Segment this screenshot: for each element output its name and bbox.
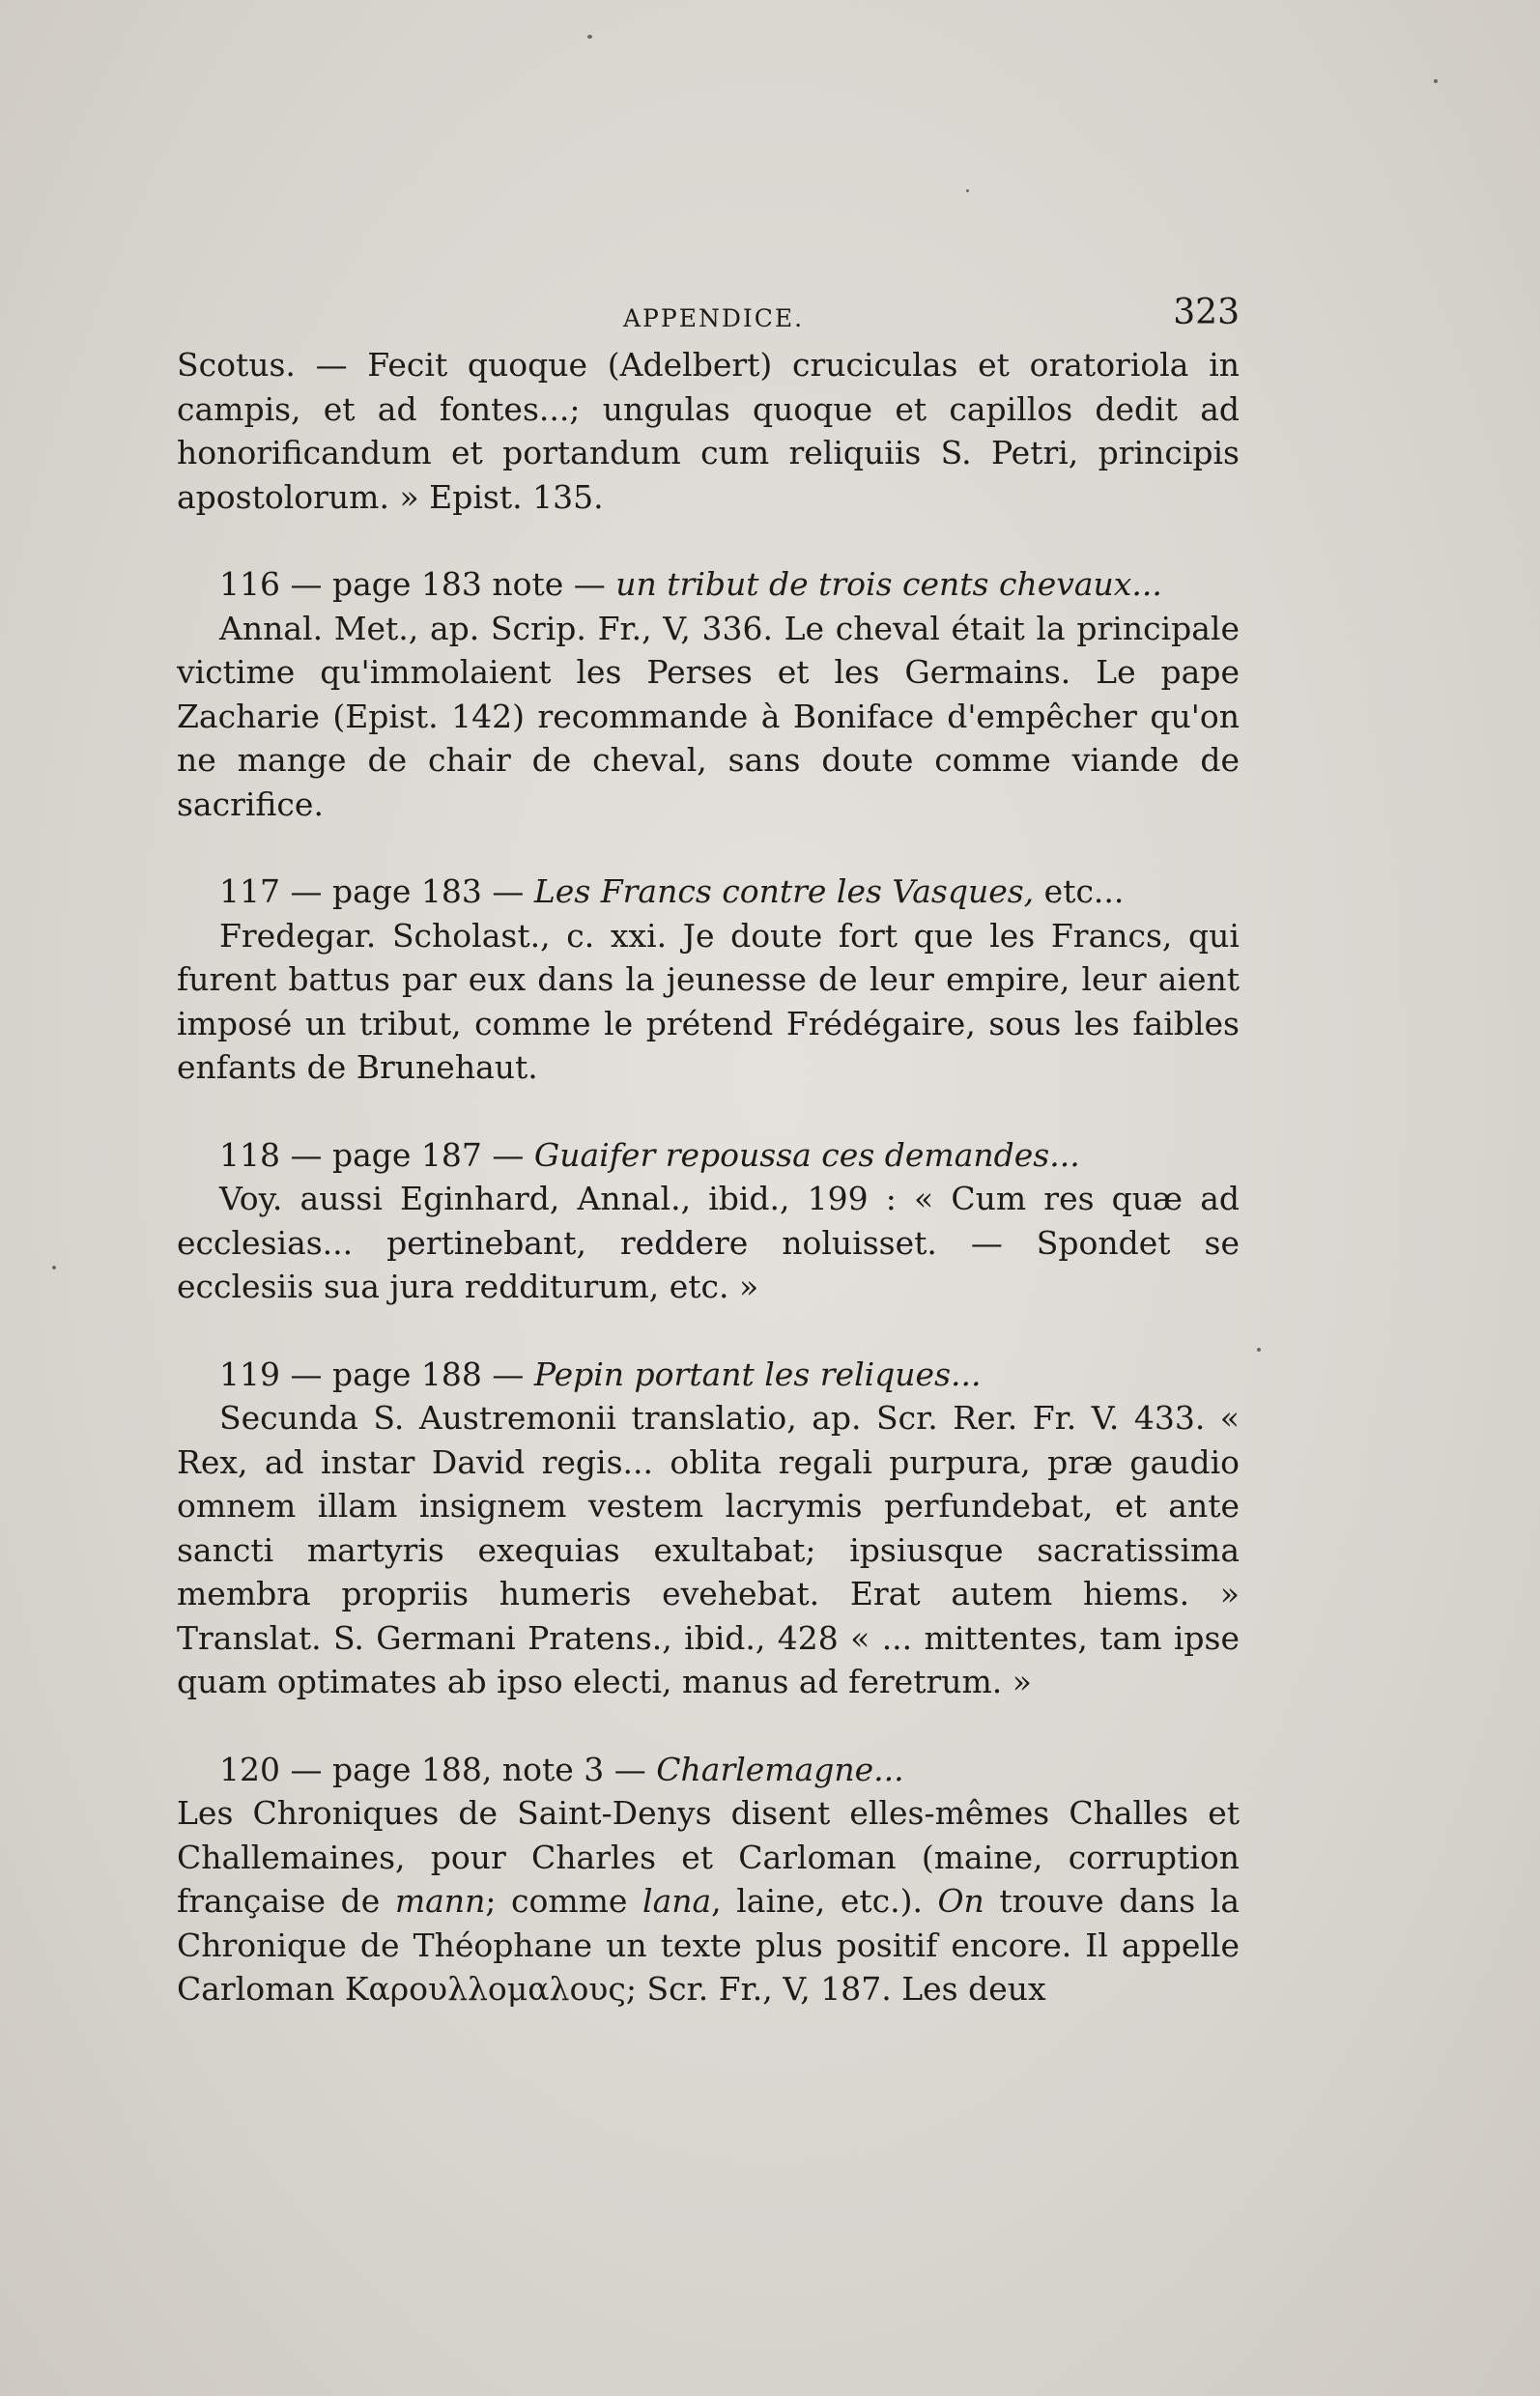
note-heading — [177, 562, 1240, 607]
note-116 — [177, 562, 1240, 826]
note-lemma-tail: etc... — [1034, 872, 1125, 910]
note-text: , laine, etc.). — [711, 1882, 938, 1920]
note-heading — [177, 1748, 1240, 1792]
note-120 — [177, 1748, 1240, 2011]
note-lemma: Les Francs contre les Vasques, — [533, 872, 1035, 910]
note-117 — [177, 870, 1240, 1090]
note-lemma: un tribut de trois cents chevaux... — [615, 565, 1162, 603]
note-ref: 120 — page 188, note 3 — — [219, 1750, 657, 1788]
note-119 — [177, 1353, 1240, 1704]
paper-speck — [1257, 1348, 1261, 1352]
intro-paragraph: Scotus. — Fecit quoque (Adelbert) cruciculas et oratoriola in campis, et ad fontes...; ungulas quoque et capillos dedit ad honorificandum et portandum cum reliquiis S. Petri, principis apostolorum. » Epist. 135. — [177, 346, 1240, 516]
paper-speck — [966, 189, 969, 192]
page-header — [177, 285, 1240, 343]
running-head: APPENDICE. — [623, 304, 805, 332]
paper-speck — [52, 1266, 56, 1269]
note-text: ; comme — [485, 1882, 643, 1920]
note-lemma: Guaifer repoussa ces demandes... — [533, 1135, 1080, 1174]
page-number: 323 — [1173, 293, 1240, 332]
note-italic-term: mann — [394, 1882, 486, 1920]
note-text: trouve dans la Chronique de Théophane un texte plus positif encore. Il appelle Carloman Καρουλλομαλους; Scr. Fr., V, 187. Les deux — [177, 1882, 1241, 2008]
note-text: Les Chroniques de Saint-Denys disent elles-mêmes Challes et Challemaines, pour Charles et Carloman (maine, corruption française de — [177, 1794, 1240, 1920]
note-ref: 119 — page 188 — — [219, 1355, 534, 1393]
note-heading — [177, 870, 1240, 914]
note-body: Annal. Met., ap. Scrip. Fr., V, 336. Le cheval était la principale victime qu'immolaient les Perses et les Germains. Le pape Zacharie (Epist. 142) recommande à Boniface d'empêcher qu'on ne mange de chair de cheval, sans doute comme viande de sacrifice. — [177, 609, 1240, 823]
paper-speck — [1434, 79, 1438, 83]
note-body — [177, 1791, 1240, 2011]
note-heading — [177, 1133, 1240, 1178]
note-italic-term: lana — [642, 1882, 712, 1920]
note-ref: 118 — page 187 — — [219, 1135, 534, 1174]
note-body: Voy. aussi Eginhard, Annal., ibid., 199 : « Cum res quæ ad ecclesias... pertinebant, reddere noluisset. — Spondet se ecclesiis sua jura redditurum, etc. » — [177, 1180, 1240, 1305]
note-body: Fredegar. Scholast., c. xxi. Je doute fort que les Francs, qui furent battus par eux dans la jeunesse de leur empire, leur aient imposé un tribut, comme le prétend Frédégaire, sous les faibles enfants de Brunehaut. — [177, 916, 1240, 1086]
note-body: Secunda S. Austremonii translatio, ap. Scr. Rer. Fr. V. 433. « Rex, ad instar David regis... oblita regali purpura, præ gaudio omnem illam insignem vestem lacrymis perfundebat, et ante sancti martyris exequias exultabat; ipsiusque sacratissima membra propriis humeris evehebat. Erat autem hiems. » Translat. S. Germani Pratens., ibid., 428 « ... mittentes, tam ipse quam optimates ab ipso electi, manus ad feretrum. » — [177, 1399, 1240, 1700]
note-italic-term: On — [937, 1882, 984, 1920]
note-118 — [177, 1133, 1240, 1309]
book-page — [177, 285, 1240, 2011]
note-lemma: Pepin portant les reliques... — [533, 1355, 982, 1393]
note-heading — [177, 1353, 1240, 1397]
paper-speck — [587, 35, 592, 39]
note-ref: 117 — page 183 — — [219, 872, 534, 910]
note-ref: 116 — page 183 note — — [219, 565, 616, 603]
note-lemma: Charlemagne... — [656, 1750, 904, 1788]
